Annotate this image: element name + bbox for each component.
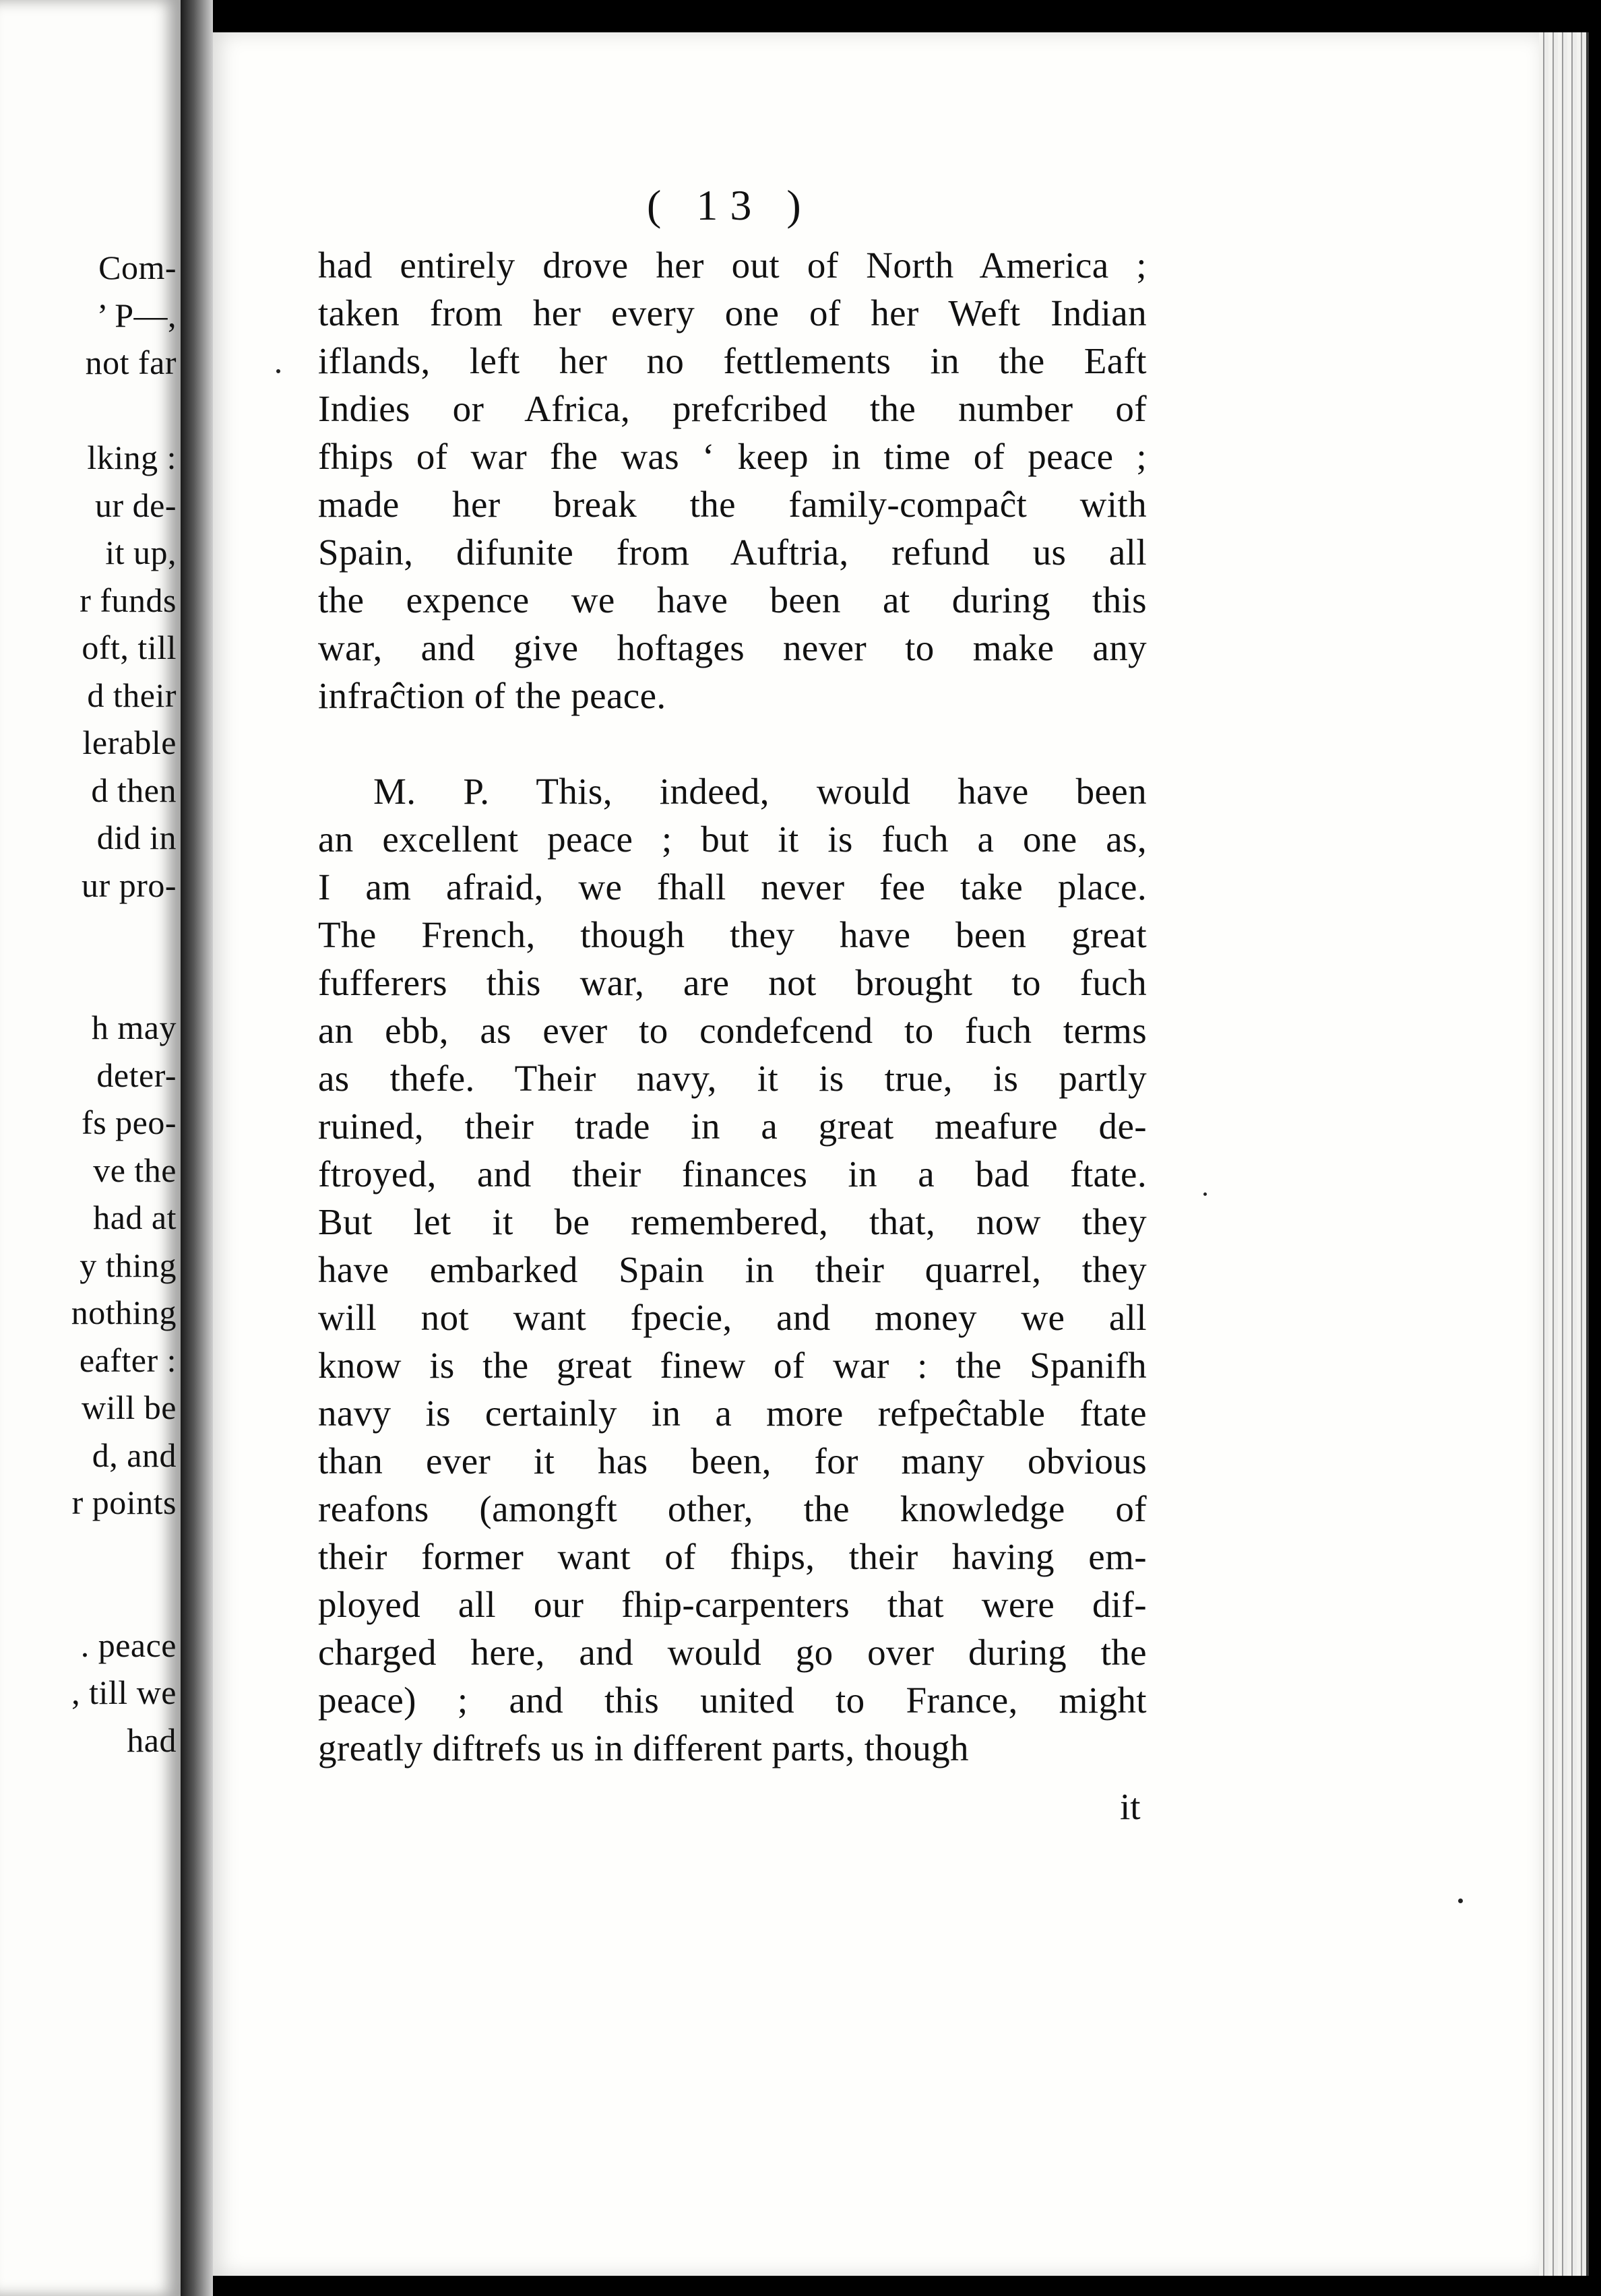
text-line: an ebb, as ever to condefcend to fuch terms — [318, 1010, 1147, 1051]
previous-page-line: ve the — [93, 1151, 177, 1189]
ink-speck — [1458, 1899, 1463, 1903]
previous-page-line: r points — [71, 1484, 177, 1521]
text-line: ftroyed, and their finances in a bad ftate. — [318, 1153, 1147, 1194]
previous-page-line: h may — [91, 1009, 177, 1046]
previous-page-line: eafter : — [79, 1341, 177, 1379]
paragraph-1 — [318, 241, 1147, 720]
previous-page-line: lking : — [87, 439, 177, 476]
text-line: Spain, difunite from Auftria, refund us all — [318, 532, 1147, 573]
text-line: But let it be remembered, that, now they — [318, 1201, 1147, 1242]
previous-page-line: had — [127, 1721, 177, 1759]
text-line: ruined, their trade in a great meafure de- — [318, 1106, 1147, 1147]
previous-page-line: Com- — [98, 249, 177, 286]
text-line: greatly diftrefs us in different parts, though — [318, 1727, 969, 1768]
text-line: have embarked Spain in their quarrel, they — [318, 1249, 1147, 1290]
text-line: than ever it has been, for many obvious — [318, 1440, 1147, 1481]
previous-page-line: oft, till — [82, 629, 177, 666]
text-line: peace) ; and this united to France, might — [318, 1680, 1147, 1721]
text-line: know is the great finew of war : the Spanifh — [318, 1345, 1147, 1386]
text-line: navy is certainly in a more refpeĉtable ftate — [318, 1393, 1147, 1434]
text-line: made her break the family-compaĉt with — [318, 484, 1147, 525]
text-line: iflands, left her no fettlements in the Eaft — [318, 340, 1147, 381]
previous-page-line: had at — [93, 1199, 177, 1236]
previous-page-line: will be — [82, 1389, 177, 1426]
previous-page-line: fs peo- — [82, 1104, 177, 1141]
previous-page-line: y thing — [80, 1246, 177, 1284]
page-edges — [1539, 32, 1589, 2276]
page-number: ( 13 ) — [647, 181, 813, 229]
previous-page-line: d then — [91, 771, 177, 809]
text-line: infraĉtion of the peace. — [318, 675, 666, 716]
text-line: ployed all our fhip-carpenters that were dif- — [318, 1584, 1147, 1625]
text-line: M. P. This, indeed, would have been — [373, 771, 1147, 812]
previous-page-line: did in — [96, 819, 177, 856]
previous-page-line: d their — [87, 676, 177, 714]
previous-page-line: , till we — [71, 1673, 177, 1711]
text-line: reafons (amongft other, the knowledge of — [318, 1488, 1147, 1529]
previous-page-line: it up, — [105, 534, 177, 571]
previous-page-line: ur pro- — [82, 866, 177, 904]
previous-page-line: d, and — [92, 1436, 177, 1474]
text-line: will not want fpecie, and money we all — [318, 1297, 1147, 1338]
text-line: had entirely drove her out of North America ; — [318, 245, 1147, 286]
ink-speck — [1203, 1192, 1207, 1196]
text-line: fhips of war fhe was ʻ keep in time of peace ; — [318, 436, 1147, 477]
previous-page-line: not far — [85, 344, 177, 381]
text-line: charged here, and would go over during the — [318, 1632, 1147, 1673]
previous-page-line: deter- — [96, 1056, 177, 1094]
text-line: The French, though they have been great — [318, 914, 1147, 955]
catchword: it — [1120, 1786, 1141, 1827]
text-line: as thefe. Their navy, it is true, is partly — [318, 1058, 1147, 1099]
book-gutter — [181, 0, 213, 2296]
text-line: taken from her every one of her Weft Indian — [318, 292, 1147, 333]
paragraph-2 — [318, 767, 1147, 1772]
text-line: I am afraid, we fhall never fee take place. — [318, 866, 1147, 907]
previous-page-line: . peace — [80, 1626, 177, 1664]
ink-speck — [276, 369, 280, 373]
previous-page-fragment — [0, 0, 185, 2296]
text-line: their former want of fhips, their having em- — [318, 1536, 1147, 1577]
previous-page-line: lerable — [82, 724, 177, 761]
previous-page-line: r funds — [80, 581, 177, 619]
paragraph-gap — [318, 720, 1147, 767]
text-line: an excellent peace ; but it is fuch a one as, — [318, 819, 1147, 860]
text-line: Indies or Africa, prefcribed the number of — [318, 388, 1147, 429]
previous-page-line: nothing — [71, 1294, 177, 1331]
previous-page-line: ur de- — [95, 486, 177, 524]
text-line: fufferers this war, are not brought to fuch — [318, 962, 1147, 1003]
page-body-text — [318, 241, 1147, 1772]
previous-page-line: ’ P—, — [96, 296, 177, 334]
text-line: war, and give hoftages never to make any — [318, 627, 1147, 668]
text-line: the expence we have been at during this — [318, 579, 1147, 620]
